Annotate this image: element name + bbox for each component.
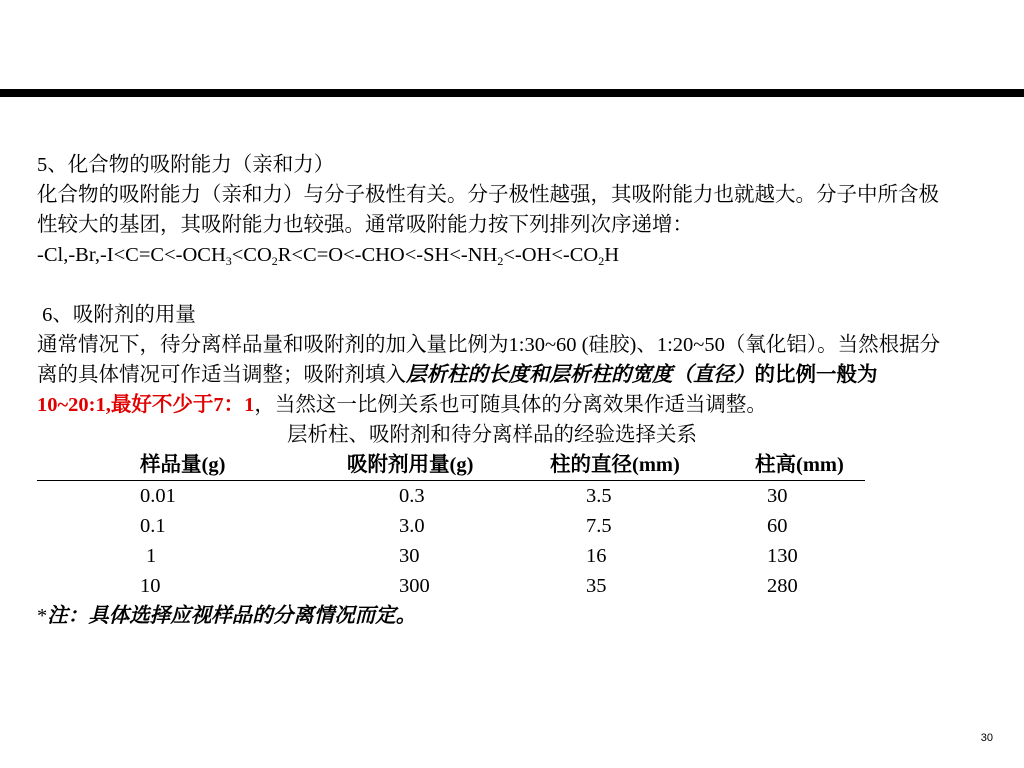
formula-part: <-OH<-CO	[503, 244, 599, 266]
table-cell: 130	[767, 545, 798, 567]
section6-paragraph	[37, 330, 947, 420]
table-cell: 35	[586, 575, 607, 597]
paragraph-text: 通常情况下，待分离样品量和吸附剂的加入量比例为1:30~60 (硅胶)、1:20~50（氧化铝）。当然根据分离的具体情况可作适当调整；吸附剂填入	[37, 334, 941, 386]
header-adsorbent-amount: 吸附剂用量(g)	[347, 454, 474, 476]
table-cell: 0.1	[140, 515, 166, 537]
header-column-height: 柱高(mm)	[755, 454, 844, 476]
table-cell: 3.0	[399, 515, 425, 537]
table-cell: 3.5	[586, 485, 612, 507]
formula-part: <CO	[231, 244, 272, 266]
table-cell: 7.5	[586, 515, 612, 537]
paragraph-text: ，当然这一比例关系也可随具体的分离效果作适当调整。	[254, 394, 767, 416]
formula-subscript: 3	[225, 254, 232, 268]
table-cell: 60	[767, 515, 788, 537]
footnote-text: 注：具体选择应视样品的分离情况而定。	[47, 605, 417, 627]
top-rule	[0, 89, 1024, 97]
table-row	[37, 481, 947, 511]
table-title: 层析柱、吸附剂和待分离样品的经验选择关系	[287, 424, 697, 446]
slide-content	[37, 150, 947, 631]
table-cell: 30	[767, 485, 788, 507]
page-number: 30	[980, 732, 993, 744]
table-row	[37, 541, 947, 571]
table-cell: 10	[140, 575, 161, 597]
formula-part: -Cl,-Br,-I<C=C<-OCH	[37, 244, 226, 266]
table-cell: 280	[767, 575, 798, 597]
formula-part: R<C=O<-CHO<-SH<-NH	[277, 244, 498, 266]
section6-heading: 6、吸附剂的用量	[37, 304, 196, 326]
formula-part: H	[604, 244, 620, 266]
table-cell: 0.01	[140, 485, 176, 507]
header-sample-amount: 样品量(g)	[140, 454, 226, 476]
table-row	[37, 571, 947, 601]
table-header	[37, 450, 865, 481]
formula-subscript: 2	[598, 254, 605, 268]
ratio-highlight: 10~20:1,最好不少于7：1	[37, 394, 255, 416]
spacer	[37, 270, 947, 300]
table-cell: 1	[146, 545, 157, 567]
table-cell: 0.3	[399, 485, 425, 507]
section5-heading: 5、化合物的吸附能力（亲和力）	[37, 154, 335, 176]
table-cell: 16	[586, 545, 607, 567]
section5-paragraph: 化合物的吸附能力（亲和力）与分子极性有关。分子极性越强，其吸附能力也就越大。分子中所含极性较大的基团，其吸附能力也较强。通常吸附能力按下列排列次序递增：	[37, 184, 939, 236]
table-cell: 30	[399, 545, 420, 567]
header-column-diameter: 柱的直径(mm)	[550, 454, 680, 476]
adsorption-order-formula	[37, 240, 947, 270]
formula-subscript: 2	[271, 254, 278, 268]
footnote	[37, 601, 947, 631]
table-row	[37, 511, 947, 541]
ratio-prefix: 的比例一般为	[754, 364, 878, 386]
table-cell: 300	[399, 575, 430, 597]
formula-subscript: 2	[497, 254, 504, 268]
emphasized-text: 层析柱的长度和层析柱的宽度（直径）	[406, 364, 755, 386]
footnote-asterisk: *	[37, 605, 48, 627]
